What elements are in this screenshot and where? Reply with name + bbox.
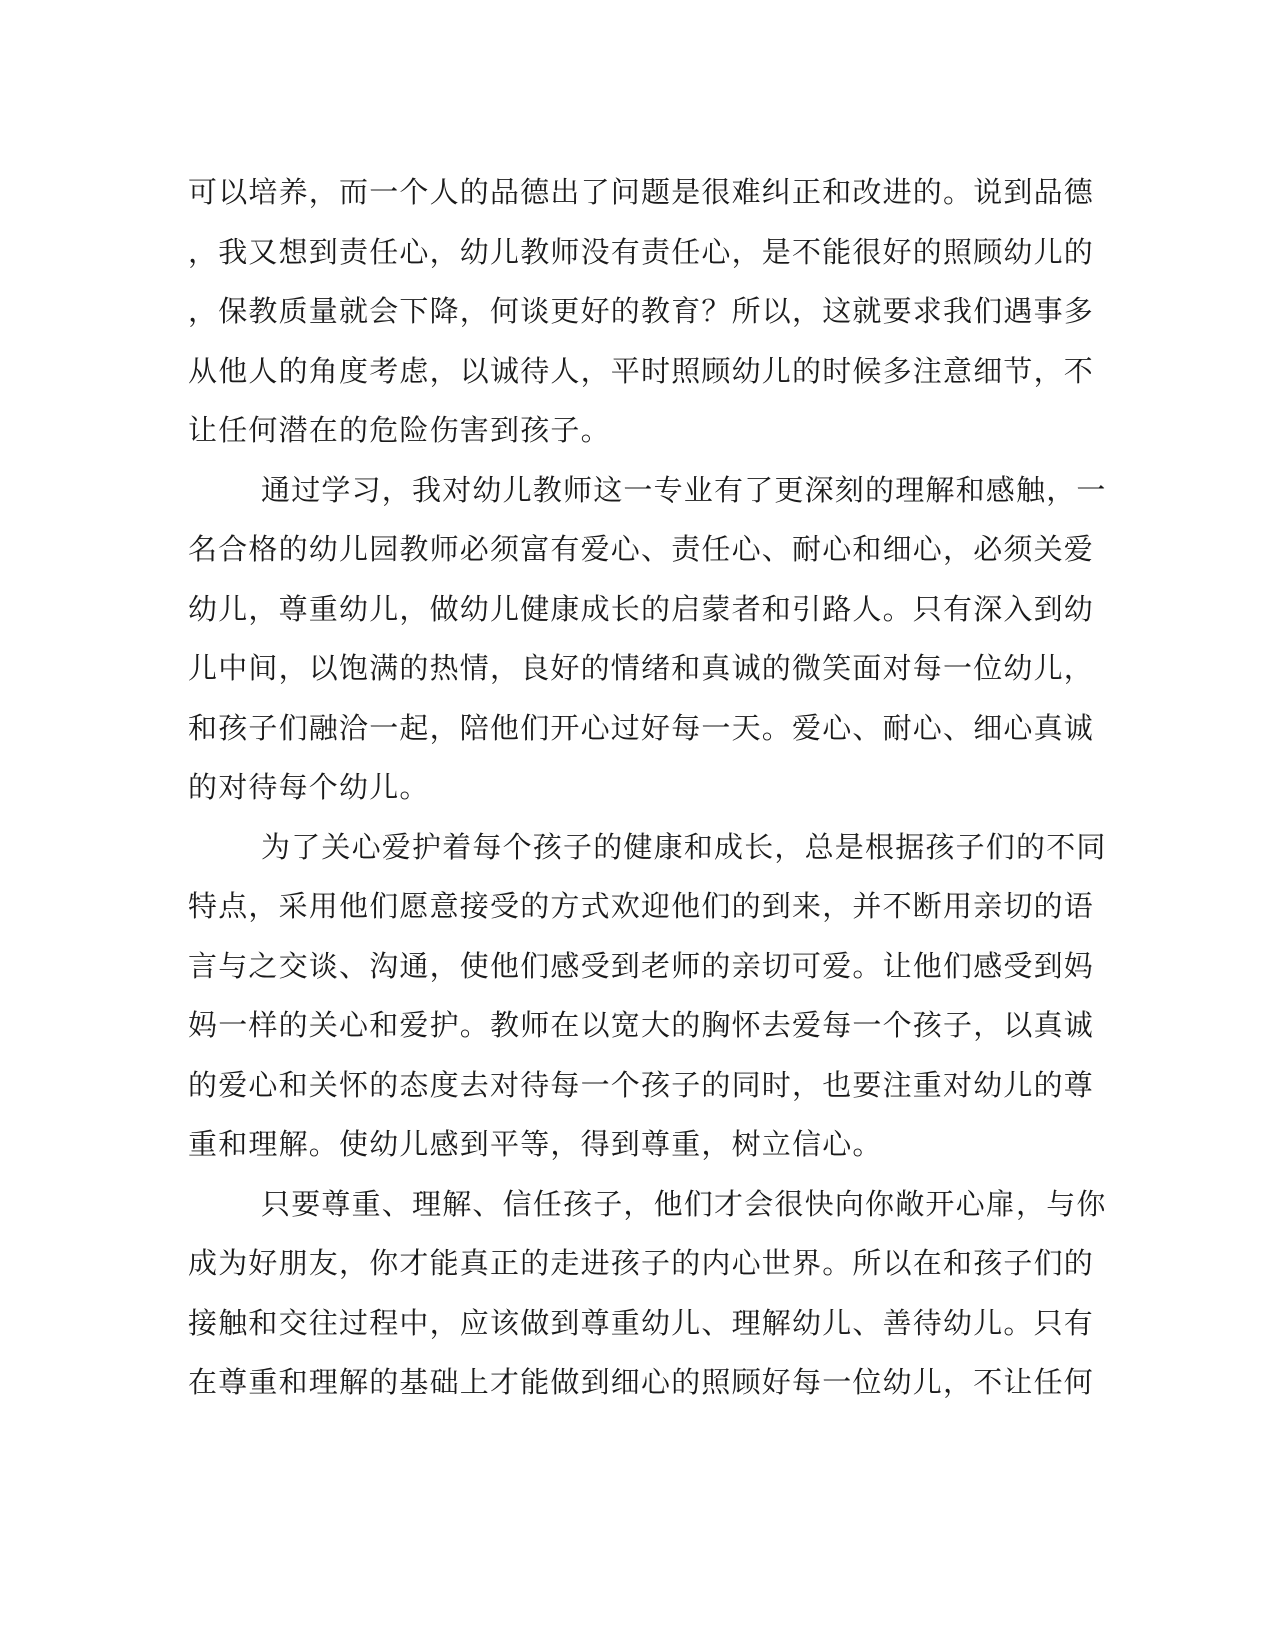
text-line: 只要尊重、理解、信任孩子，他们才会很快向你敞开心扉，与你 xyxy=(261,1186,1107,1221)
text-line: 的爱心和关怀的态度去对待每一个孩子的同时，也要注重对幼儿的尊 xyxy=(188,1067,1095,1102)
text-line: 和孩子们融洽一起，陪他们开心过好每一天。爱心、耐心、细心真诚 xyxy=(188,710,1095,745)
text-line: 在尊重和理解的基础上才能做到细心的照顾好每一位幼儿，不让任何 xyxy=(188,1365,1095,1399)
text-line: 从他人的角度考虑，以诚待人，平时照顾幼儿的时候多注意细节，不 xyxy=(188,353,1095,388)
text-line: 通过学习，我对幼儿教师这一专业有了更深刻的理解和感触，一 xyxy=(261,472,1107,507)
paragraph-3 xyxy=(188,818,1107,1175)
text-line: 言与之交谈、沟通，使他们感受到老师的亲切可爱。让他们感受到妈 xyxy=(188,948,1095,983)
text-line: 为了关心爱护着每个孩子的健康和成长，总是根据孩子们的不同 xyxy=(261,829,1107,864)
text-line: 让任何潜在的危险伤害到孩子。 xyxy=(188,413,611,447)
text-line: 成为好朋友，你才能真正的走进孩子的内心世界。所以在和孩子们的 xyxy=(188,1246,1095,1280)
paragraph-1 xyxy=(188,163,1095,461)
paragraph-2 xyxy=(188,461,1107,818)
text-line: 可以培养，而一个人的品德出了问题是很难纠正和改进的。说到品德 xyxy=(188,175,1095,209)
paragraph-4 xyxy=(188,1175,1107,1413)
text-line: ，保教质量就会下降，何谈更好的教育？所以，这就要求我们遇事多 xyxy=(188,294,1095,328)
text-line: 重和理解。使幼儿感到平等，得到尊重，树立信心。 xyxy=(188,1127,883,1161)
text-line: 名合格的幼儿园教师必须富有爱心、责任心、耐心和细心，必须关爱 xyxy=(188,532,1095,566)
text-line: ，我又想到责任心，幼儿教师没有责任心，是不能很好的照顾幼儿的 xyxy=(188,234,1095,269)
text-line: 接触和交往过程中，应该做到尊重幼儿、理解幼儿、善待幼儿。只有 xyxy=(188,1305,1095,1340)
text-line: 儿中间，以饱满的热情，良好的情绪和真诚的微笑面对每一位幼儿， xyxy=(188,651,1095,685)
text-line: 幼儿，尊重幼儿，做幼儿健康成长的启蒙者和引路人。只有深入到幼 xyxy=(188,591,1095,626)
text-line: 的对待每个幼儿。 xyxy=(188,770,430,804)
text-line: 妈一样的关心和爱护。教师在以宽大的胸怀去爱每一个孩子，以真诚 xyxy=(188,1008,1095,1042)
text-line: 特点，采用他们愿意接受的方式欢迎他们的到来，并不断用亲切的语 xyxy=(188,889,1095,923)
body-text xyxy=(188,163,1107,1413)
